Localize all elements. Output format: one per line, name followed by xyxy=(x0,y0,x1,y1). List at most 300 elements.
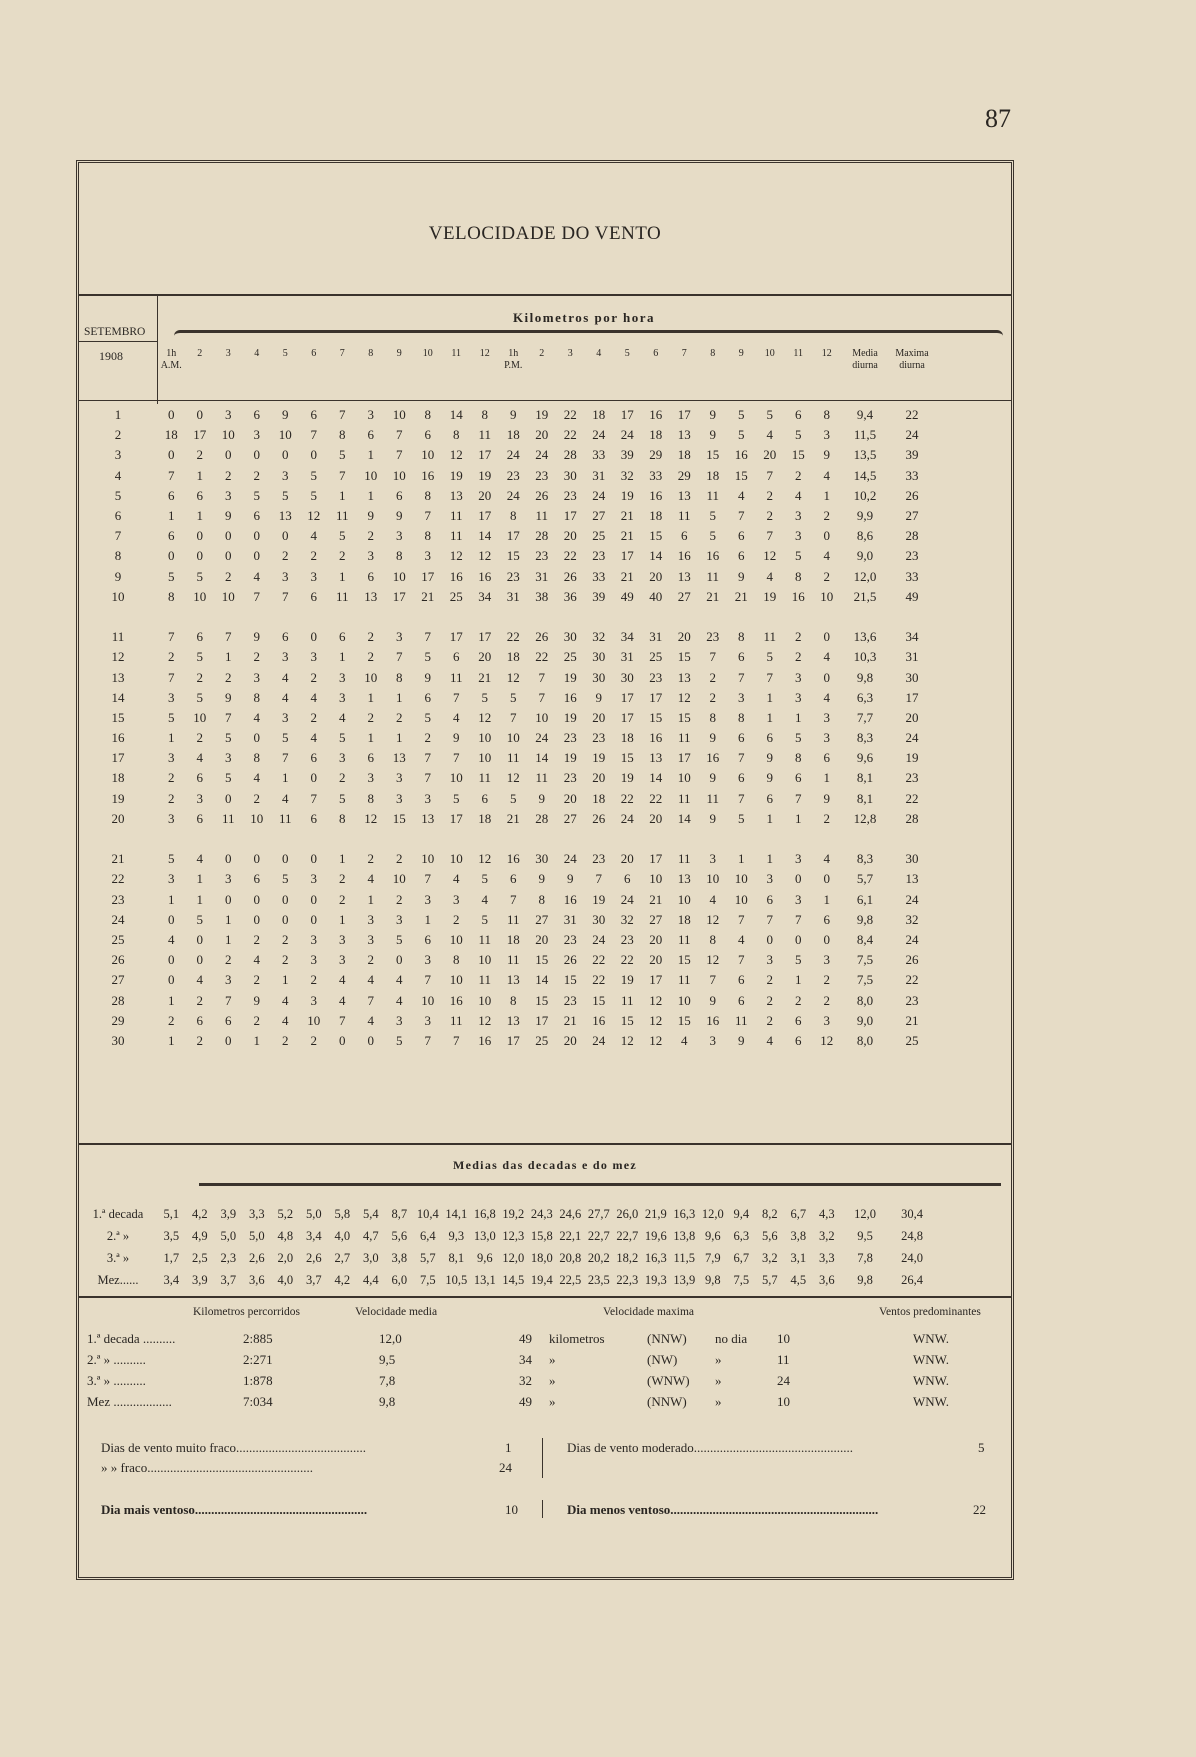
media-cell: 9,0 xyxy=(856,548,874,564)
hour-cell: 6 xyxy=(795,407,802,423)
hour-cell: 10 xyxy=(221,588,235,604)
hour-cell: 1 xyxy=(196,871,203,887)
muito-fraco-label: Dias de vento muito fraco........................................ xyxy=(101,1440,367,1455)
hour-cell: 4 xyxy=(253,709,260,725)
summary-ventos: WNW. xyxy=(913,1373,949,1388)
hour-cell: 2 xyxy=(709,689,716,705)
hour-cell: 3 xyxy=(396,1012,403,1028)
day-cell: 28 xyxy=(111,992,125,1008)
hour-cell: 7 xyxy=(168,467,175,483)
hour-cell: 4 xyxy=(709,891,716,907)
day-cell: 29 xyxy=(111,1012,125,1028)
hour-cell: 24 xyxy=(592,487,606,503)
media-cell: 9,9 xyxy=(856,508,874,524)
hour-cell: 7 xyxy=(310,790,317,806)
column-headers xyxy=(79,348,1011,388)
hour-cell: 31 xyxy=(563,911,577,927)
table-row xyxy=(79,647,935,667)
day-cell: 19 xyxy=(111,790,125,806)
hour-cell: 7 xyxy=(339,1012,346,1028)
hour-cell: 7 xyxy=(766,528,773,544)
media-cell: 10,3 xyxy=(853,649,877,665)
average-cell: 21,9 xyxy=(644,1206,667,1221)
hour-cell: 14 xyxy=(535,750,549,766)
hour-cell: 6 xyxy=(310,588,317,604)
media-cell: 13,6 xyxy=(853,629,877,645)
average-cell: 10,5 xyxy=(445,1273,468,1288)
table-row xyxy=(79,708,935,728)
decade-gap xyxy=(79,607,935,627)
day-cell: 11 xyxy=(111,629,125,645)
hour-cell: 7 xyxy=(453,750,460,766)
hour-header: 10 xyxy=(764,348,775,359)
table-row xyxy=(79,627,935,647)
hour-cell: 2 xyxy=(196,730,203,746)
hour-cell: 20 xyxy=(563,790,577,806)
hour-cell: 2 xyxy=(253,649,260,665)
hour-cell: 6 xyxy=(310,750,317,766)
hour-cell: 4 xyxy=(738,487,745,503)
year-label: 1908 xyxy=(99,349,123,363)
hour-cell: 3 xyxy=(225,972,232,988)
hour-cell: 20 xyxy=(563,1032,577,1048)
hour-cell: 6 xyxy=(681,528,688,544)
hour-cell: 1 xyxy=(282,972,289,988)
hour-cell: 6 xyxy=(766,790,773,806)
header-vmed: Velocidade media xyxy=(355,1306,438,1318)
table-row xyxy=(79,466,935,486)
hour-cell: 3 xyxy=(424,1012,431,1028)
average-cell: 2,3 xyxy=(220,1250,237,1265)
hour-cell: 1 xyxy=(253,1032,260,1048)
hour-cell: 3 xyxy=(225,407,232,423)
hour-cell: 4 xyxy=(196,750,203,766)
hour-header: 12 xyxy=(479,348,490,359)
hour-cell: 11 xyxy=(734,1012,748,1028)
hour-cell: 21 xyxy=(563,1012,577,1028)
hour-cell: 3 xyxy=(282,709,289,725)
hour-cell: 3 xyxy=(424,790,431,806)
hour-cell: 4 xyxy=(196,972,203,988)
hour-cell: 2 xyxy=(253,790,260,806)
hour-cell: 26 xyxy=(535,629,549,645)
hour-cell: 12 xyxy=(506,770,520,786)
hour-cell: 2 xyxy=(282,1032,289,1048)
max-cell: 32 xyxy=(905,911,919,927)
hour-cell: 1 xyxy=(396,730,403,746)
summary-vmax: 34 xyxy=(519,1352,532,1367)
summary-ventos: WNW. xyxy=(913,1352,949,1367)
hour-cell: 14 xyxy=(535,972,549,988)
hour-cell: 4 xyxy=(681,1032,688,1048)
summary-dir: (NW) xyxy=(647,1352,678,1367)
average-cell: 4,4 xyxy=(362,1273,379,1288)
hour-cell: 2 xyxy=(253,931,260,947)
hour-cell: 11 xyxy=(620,992,634,1008)
hour-cell: 5 xyxy=(510,689,517,705)
hour-cell: 2 xyxy=(196,669,203,685)
summary-dir: (NNW) xyxy=(647,1331,687,1346)
hour-cell: 5 xyxy=(510,790,517,806)
average-cell: 22,7 xyxy=(616,1228,639,1243)
hour-cell: 5 xyxy=(282,871,289,887)
hour-cell: 7 xyxy=(709,649,716,665)
hour-cell: 2 xyxy=(196,447,203,463)
hour-cell: 30 xyxy=(535,851,549,867)
hour-cell: 1 xyxy=(168,730,175,746)
media-cell: 12,0 xyxy=(853,568,877,584)
hour-cell: 15 xyxy=(677,709,691,725)
hour-cell: 15 xyxy=(706,447,720,463)
hour-cell: 7 xyxy=(766,911,773,927)
average-cell: 3,3 xyxy=(818,1250,835,1265)
average-cell: 3,7 xyxy=(220,1273,237,1288)
average-cell: 4,3 xyxy=(818,1206,835,1221)
average-cell: 19,6 xyxy=(644,1228,667,1243)
media-cell: 7,7 xyxy=(856,709,874,725)
hour-cell: 17 xyxy=(620,709,634,725)
media-cell: 6,1 xyxy=(856,891,874,907)
table-row xyxy=(79,1011,935,1031)
day-cell: 4 xyxy=(114,467,122,483)
hour-cell: 4 xyxy=(253,770,260,786)
menos-ventoso-label: Dia menos ventoso................................................................ xyxy=(567,1502,879,1517)
mais-ventoso-value: 10 xyxy=(505,1502,518,1517)
hour-cell: 3 xyxy=(367,770,374,786)
hour-cell: 3 xyxy=(225,750,232,766)
average-cell: 2,7 xyxy=(334,1250,351,1265)
hour-cell: 16 xyxy=(478,1032,492,1048)
hour-cell: 12 xyxy=(478,709,492,725)
hour-cell: 16 xyxy=(649,487,663,503)
max-cell: 31 xyxy=(905,649,919,665)
hour-cell: 13 xyxy=(677,669,691,685)
hour-cell: 7 xyxy=(738,952,745,968)
hour-cell: 14 xyxy=(478,528,492,544)
hour-cell: 10 xyxy=(478,952,492,968)
hour-cell: 12 xyxy=(649,1012,663,1028)
hour-header: 3 xyxy=(567,348,573,359)
average-cell: 2,0 xyxy=(277,1250,294,1265)
hour-cell: 3 xyxy=(367,407,374,423)
hour-cell: 9 xyxy=(766,750,773,766)
hour-cell: 2 xyxy=(453,911,460,927)
average-cell: 3,4 xyxy=(163,1273,180,1288)
units-label: Kilometros por hora xyxy=(512,310,656,325)
hour-cell: 4 xyxy=(766,568,773,584)
table-frame xyxy=(76,160,1014,1580)
hour-cell: 17 xyxy=(506,1032,520,1048)
day-cell: 3 xyxy=(114,447,122,463)
hour-cell: 3 xyxy=(424,952,431,968)
hour-cell: 6 xyxy=(624,871,631,887)
hour-cell: 2 xyxy=(424,730,431,746)
hour-cell: 0 xyxy=(823,669,830,685)
hour-cell: 18 xyxy=(592,407,606,423)
hour-cell: 4 xyxy=(823,467,830,483)
hour-cell: 13 xyxy=(421,810,435,826)
hour-cell: 18 xyxy=(478,810,492,826)
average-media: 9,8 xyxy=(857,1273,873,1288)
fraco-label: » » fraco................................................... xyxy=(101,1460,313,1475)
max-cell: 33 xyxy=(905,467,919,483)
hour-cell: 21 xyxy=(421,588,435,604)
hour-cell: 2 xyxy=(766,972,773,988)
hour-cell: 18 xyxy=(677,911,691,927)
max-cell: 49 xyxy=(905,588,919,604)
hour-cell: 0 xyxy=(396,952,403,968)
hour-cell: 7 xyxy=(396,427,403,443)
hour-cell: 5 xyxy=(253,487,260,503)
hour-cell: 7 xyxy=(282,750,289,766)
max-cell: 22 xyxy=(905,407,919,423)
average-cell: 22,3 xyxy=(616,1273,639,1288)
hour-cell: 2 xyxy=(795,629,802,645)
hour-cell: 19 xyxy=(563,669,577,685)
hour-cell: 24 xyxy=(506,487,520,503)
hour-cell: 3 xyxy=(339,952,346,968)
average-cell: 13,8 xyxy=(673,1228,696,1243)
average-cell: 9,8 xyxy=(704,1273,721,1288)
max-cell: 28 xyxy=(905,528,919,544)
table-row xyxy=(79,789,935,809)
hour-cell: 3 xyxy=(396,528,403,544)
hour-cell: 10 xyxy=(449,770,463,786)
hour-cell: 15 xyxy=(677,952,691,968)
hour-cell: 25 xyxy=(535,1032,549,1048)
hour-cell: 21 xyxy=(734,588,748,604)
day-cell: 14 xyxy=(111,689,125,705)
hour-cell: 2 xyxy=(339,871,346,887)
hour-cell: 33 xyxy=(649,467,663,483)
divider xyxy=(79,294,1011,296)
hour-cell: 23 xyxy=(563,770,577,786)
table-row xyxy=(79,445,935,465)
average-cell: 19,2 xyxy=(502,1206,525,1221)
hour-cell: 1 xyxy=(282,770,289,786)
hour-cell: 0 xyxy=(225,447,232,463)
hour-cell: 10 xyxy=(449,972,463,988)
hour-cell: 8 xyxy=(168,588,175,604)
hour-cell: 2 xyxy=(168,649,175,665)
hour-cell: 1 xyxy=(795,972,802,988)
hour-cell: 3 xyxy=(282,568,289,584)
hour-cell: 34 xyxy=(620,629,634,645)
hour-cell: 4 xyxy=(396,972,403,988)
hour-cell: 23 xyxy=(506,467,520,483)
header-vmax: Velocidade maxima xyxy=(603,1306,695,1318)
hour-cell: 12 xyxy=(649,1032,663,1048)
hour-cell: 2 xyxy=(766,487,773,503)
hour-cell: 28 xyxy=(535,810,549,826)
hour-cell: 10 xyxy=(820,588,834,604)
hour-cell: 10 xyxy=(392,568,406,584)
hour-cell: 8 xyxy=(396,548,403,564)
hour-cell: 2 xyxy=(253,1012,260,1028)
hour-cell: 24 xyxy=(535,447,549,463)
average-cell: 4,8 xyxy=(277,1228,294,1243)
hour-cell: 12 xyxy=(506,669,520,685)
hour-cell: 1 xyxy=(795,810,802,826)
hour-cell: 1 xyxy=(225,649,232,665)
hour-cell: 16 xyxy=(449,992,463,1008)
hour-cell: 4 xyxy=(367,871,374,887)
hour-header: 1h A.M. xyxy=(160,348,182,371)
hour-cell: 2 xyxy=(282,952,289,968)
decade-gap xyxy=(79,829,935,849)
max-cell: 17 xyxy=(905,689,919,705)
hour-cell: 22 xyxy=(563,427,577,443)
hour-cell: 3 xyxy=(396,911,403,927)
hour-cell: 16 xyxy=(649,730,663,746)
hour-cell: 7 xyxy=(168,629,175,645)
media-cell: 8,6 xyxy=(856,528,874,544)
max-cell: 22 xyxy=(905,790,919,806)
day-cell: 26 xyxy=(111,952,125,968)
hour-cell: 11 xyxy=(677,790,691,806)
average-cell: 1,7 xyxy=(163,1250,180,1265)
table-row xyxy=(79,526,935,546)
hour-cell: 5 xyxy=(738,427,745,443)
summary-label: Mez .................. xyxy=(87,1394,172,1409)
day-cell: 25 xyxy=(111,931,125,947)
hour-cell: 7 xyxy=(453,689,460,705)
average-cell: 6,4 xyxy=(419,1228,436,1243)
hour-cell: 20 xyxy=(649,568,663,584)
summary-vmed: 12,0 xyxy=(379,1331,402,1346)
table-row xyxy=(79,849,935,869)
hour-cell: 9 xyxy=(538,790,545,806)
average-cell: 8,1 xyxy=(448,1250,465,1265)
hour-cell: 4 xyxy=(823,689,830,705)
max-cell: 24 xyxy=(905,730,919,746)
hour-cell: 21 xyxy=(620,568,634,584)
hour-cell: 11 xyxy=(677,972,691,988)
hour-cell: 9 xyxy=(538,871,545,887)
hour-cell: 6 xyxy=(453,649,460,665)
hour-cell: 1 xyxy=(225,931,232,947)
hour-cell: 16 xyxy=(449,568,463,584)
average-cell: 11,5 xyxy=(673,1250,695,1265)
table-row xyxy=(79,809,935,829)
max-cell: 33 xyxy=(905,568,919,584)
hour-cell: 39 xyxy=(620,447,634,463)
hour-cell: 1 xyxy=(339,487,346,503)
max-cell: 28 xyxy=(905,810,919,826)
summary-vmax: 49 xyxy=(519,1331,532,1346)
average-cell: 7,9 xyxy=(704,1250,721,1265)
hour-cell: 10 xyxy=(250,810,264,826)
hour-cell: 0 xyxy=(196,407,203,423)
hour-cell: 8 xyxy=(424,407,431,423)
media-cell: 8,3 xyxy=(856,851,874,867)
average-cell: 3,2 xyxy=(818,1228,835,1243)
hour-cell: 16 xyxy=(706,1012,720,1028)
hour-cell: 6 xyxy=(424,689,431,705)
hour-cell: 11 xyxy=(335,588,349,604)
average-cell: 9,3 xyxy=(448,1228,465,1243)
media-cell: 8,3 xyxy=(856,730,874,746)
hour-cell: 11 xyxy=(449,528,463,544)
hour-cell: 5 xyxy=(709,508,716,524)
hour-cell: 27 xyxy=(592,508,606,524)
average-cell: 13,9 xyxy=(673,1273,696,1288)
day-cell: 22 xyxy=(111,871,125,887)
hour-cell: 17 xyxy=(563,508,577,524)
hour-cell: 11 xyxy=(449,1012,463,1028)
hour-cell: 6 xyxy=(367,427,374,443)
hour-cell: 9 xyxy=(738,568,745,584)
day-cell: 12 xyxy=(111,649,125,665)
table-row xyxy=(79,930,935,950)
hour-cell: 0 xyxy=(196,548,203,564)
hour-cell: 12 xyxy=(449,447,463,463)
summary-km: 2:885 xyxy=(243,1331,273,1346)
hour-cell: 1 xyxy=(196,891,203,907)
average-cell: 4,2 xyxy=(191,1206,208,1221)
average-cell: 13,1 xyxy=(473,1273,496,1288)
hour-cell: 7 xyxy=(367,992,374,1008)
hour-cell: 3 xyxy=(396,629,403,645)
hour-cell: 9 xyxy=(766,770,773,786)
hour-cell: 4 xyxy=(339,972,346,988)
summary-dia-label: » xyxy=(715,1373,722,1388)
hour-cell: 11 xyxy=(506,952,520,968)
hour-cell: 10 xyxy=(193,709,207,725)
hour-cell: 1 xyxy=(367,487,374,503)
max-cell: 23 xyxy=(905,770,919,786)
hour-cell: 23 xyxy=(706,629,720,645)
hour-cell: 13 xyxy=(278,508,292,524)
hour-cell: 1 xyxy=(766,851,773,867)
summary-dia: 10 xyxy=(777,1331,790,1346)
hour-cell: 3 xyxy=(168,689,175,705)
hour-cell: 20 xyxy=(535,427,549,443)
day-cell: 16 xyxy=(111,730,125,746)
hour-cell: 2 xyxy=(367,649,374,665)
hour-header: 12 xyxy=(821,348,832,359)
hour-cell: 5 xyxy=(225,770,232,786)
hour-cell: 7 xyxy=(595,871,602,887)
divider xyxy=(79,341,157,342)
hour-cell: 27 xyxy=(677,588,691,604)
day-cell: 7 xyxy=(114,528,122,544)
average-cell: 3,7 xyxy=(305,1273,322,1288)
day-cell: 18 xyxy=(111,770,125,786)
summary-label: 1.ª decada .......... xyxy=(87,1331,176,1346)
hour-cell: 15 xyxy=(620,1012,634,1028)
hour-cell: 32 xyxy=(620,467,634,483)
hour-cell: 13 xyxy=(506,972,520,988)
hour-cell: 19 xyxy=(620,770,634,786)
hour-cell: 0 xyxy=(225,851,232,867)
hour-cell: 22 xyxy=(506,629,520,645)
muito-fraco-value: 1 xyxy=(505,1440,512,1455)
summary-dia: 24 xyxy=(777,1373,790,1388)
hour-cell: 5 xyxy=(196,568,203,584)
hour-cell: 12 xyxy=(706,952,720,968)
hour-cell: 6 xyxy=(168,528,175,544)
hour-cell: 2 xyxy=(795,467,802,483)
summary-unit: » xyxy=(549,1352,556,1367)
hour-cell: 2 xyxy=(253,972,260,988)
average-cell: 5,0 xyxy=(248,1228,265,1243)
hour-cell: 3 xyxy=(766,871,773,887)
hour-cell: 9 xyxy=(424,669,431,685)
hour-cell: 16 xyxy=(592,1012,606,1028)
table-row xyxy=(79,728,935,748)
media-cell: 9,0 xyxy=(856,1012,874,1028)
